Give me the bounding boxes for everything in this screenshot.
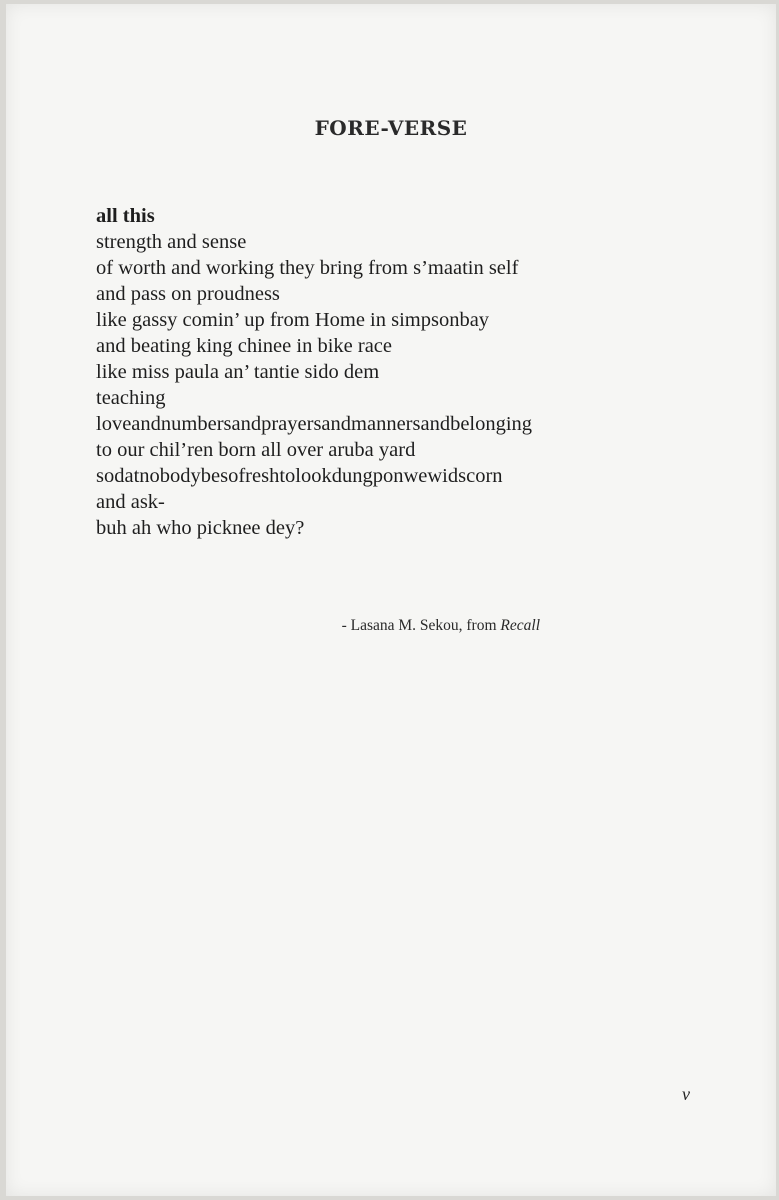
attribution-work-title: Recall [500,617,540,634]
attribution-author: - Lasana M. Sekou, from [341,617,501,634]
poem-line: sodatnobodybesofreshtolookdungponwewidscorn [96,465,503,487]
poem [96,203,716,541]
poem-line: and beating king chinee in bike race [96,335,392,357]
poem-attribution [342,617,540,635]
document-page [6,4,776,1196]
page-title: FORE-VERSE [314,116,468,140]
page-number: v [682,1084,690,1104]
poem-line: and ask- [96,491,165,513]
poem-line: to our chil’ren born all over aruba yard [96,439,416,461]
poem-line: of worth and working they bring from s’maatin self [96,257,519,279]
poem-line: all this [96,205,155,227]
poem-line: buh ah who picknee dey? [96,517,305,539]
poem-line: teaching [96,387,166,409]
poem-line: like miss paula an’ tantie sido dem [96,361,380,383]
poem-line: like gassy comin’ up from Home in simpsonbay [96,309,490,331]
poem-line: loveandnumbersandprayersandmannersandbelonging [96,413,533,435]
poem-line: strength and sense [96,231,247,253]
poem-line: and pass on proudness [96,283,280,305]
